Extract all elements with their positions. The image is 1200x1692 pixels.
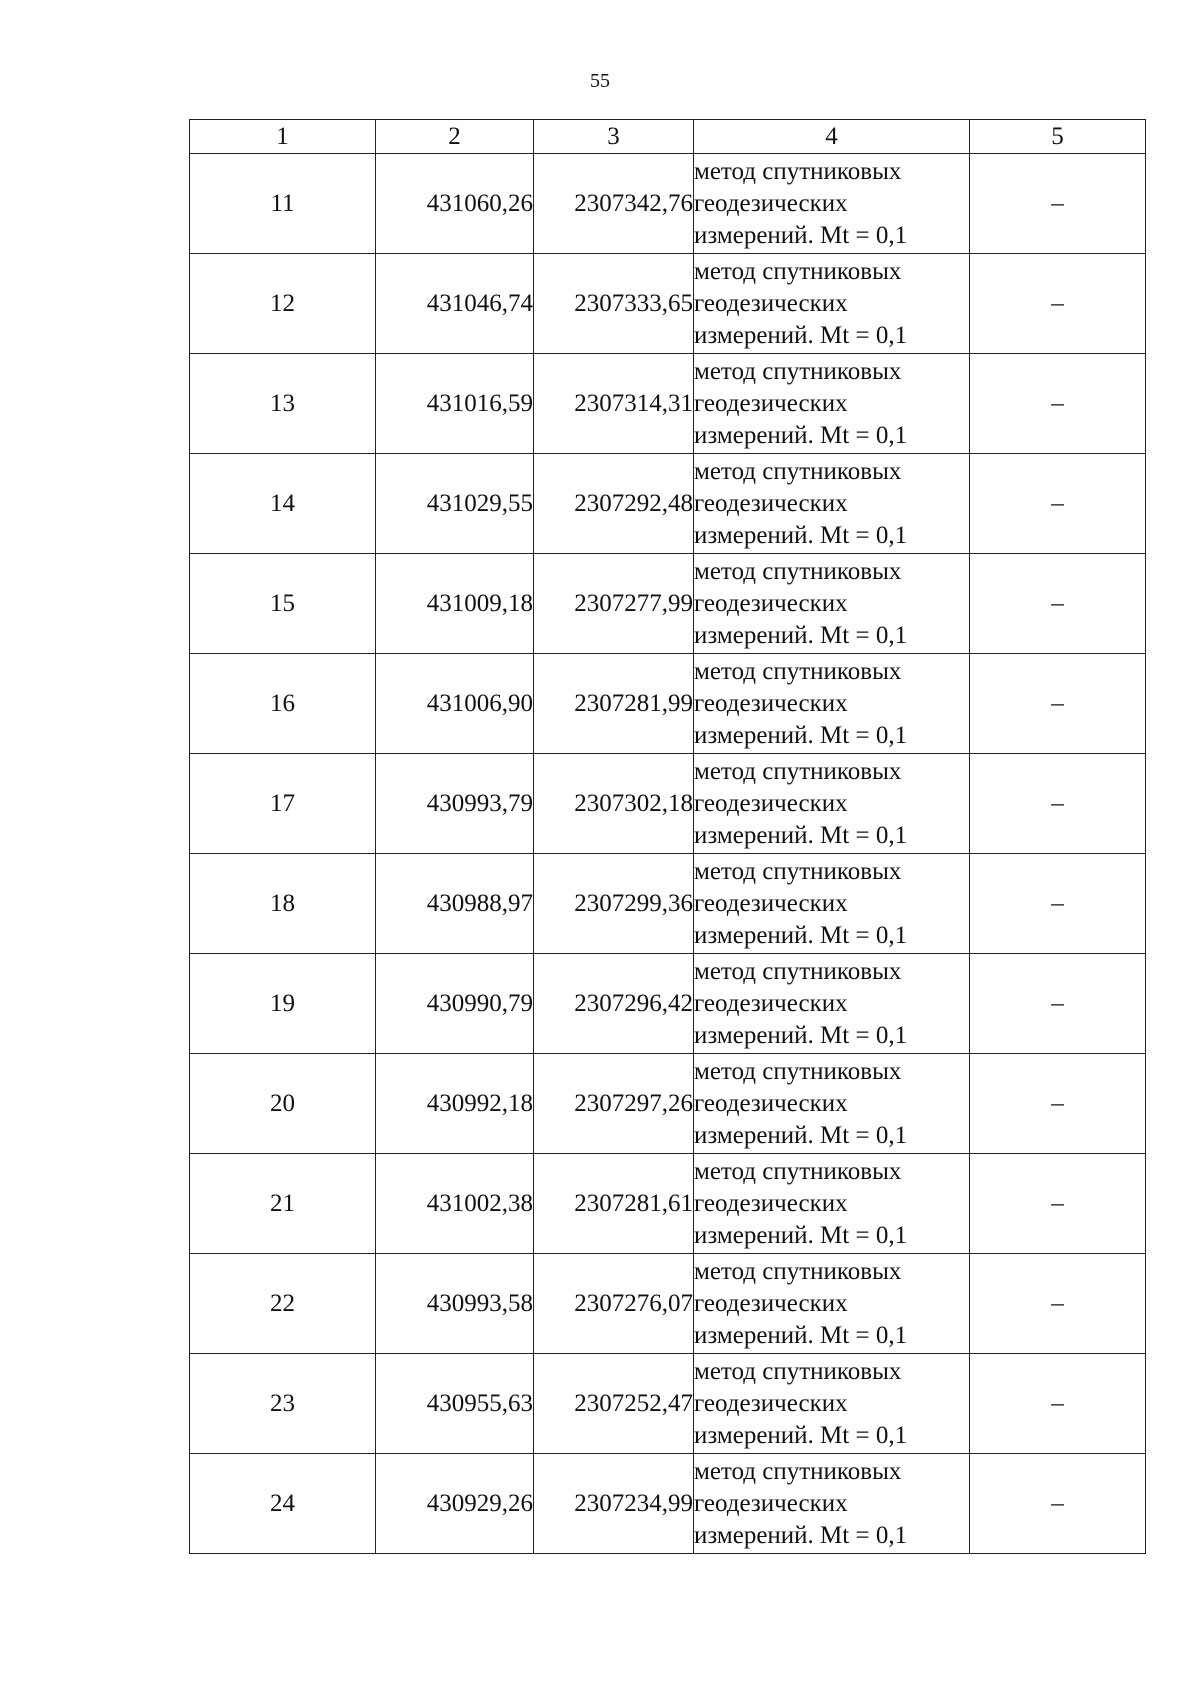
method-line-3: измерений. Mt = 0,1 xyxy=(694,421,908,449)
note-cell: – xyxy=(970,354,1146,454)
point-number-cell: 21 xyxy=(190,1154,376,1254)
y-coordinate-cell: 2307276,07 xyxy=(534,1254,694,1354)
note-cell: – xyxy=(970,754,1146,854)
header-col-5: 5 xyxy=(970,120,1146,154)
page-number: 55 xyxy=(590,70,610,92)
method-line-3: измерений. Mt = 0,1 xyxy=(694,721,908,749)
note-cell: – xyxy=(970,1054,1146,1154)
method-line-2: геодезических xyxy=(694,889,848,917)
y-coordinate-cell: 2307342,76 xyxy=(534,154,694,254)
point-number-cell: 15 xyxy=(190,554,376,654)
method-line-2: геодезических xyxy=(694,1489,848,1517)
table-row xyxy=(190,354,1146,454)
method-line-3: измерений. Mt = 0,1 xyxy=(694,1521,908,1549)
y-coordinate-cell: 2307292,48 xyxy=(534,454,694,554)
header-col-4: 4 xyxy=(694,120,970,154)
y-coordinate-cell: 2307281,99 xyxy=(534,654,694,754)
method-cell xyxy=(694,454,970,554)
table-row xyxy=(190,1154,1146,1254)
table-row xyxy=(190,954,1146,1054)
x-coordinate-cell: 430929,26 xyxy=(376,1454,534,1554)
method-cell xyxy=(694,1354,970,1454)
method-line-3: измерений. Mt = 0,1 xyxy=(694,1421,908,1449)
method-cell xyxy=(694,754,970,854)
point-number-cell: 12 xyxy=(190,254,376,354)
x-coordinate-cell: 431009,18 xyxy=(376,554,534,654)
point-number-cell: 14 xyxy=(190,454,376,554)
method-line-1: метод спутниковых xyxy=(694,657,902,685)
method-line-1: метод спутниковых xyxy=(694,257,902,285)
method-cell xyxy=(694,854,970,954)
table-row xyxy=(190,1254,1146,1354)
table-row xyxy=(190,654,1146,754)
table-row xyxy=(190,1354,1146,1454)
table-row xyxy=(190,854,1146,954)
note-cell: – xyxy=(970,1354,1146,1454)
method-line-1: метод спутниковых xyxy=(694,857,902,885)
x-coordinate-cell: 430993,79 xyxy=(376,754,534,854)
table-body xyxy=(190,154,1146,1554)
table-row xyxy=(190,154,1146,254)
x-coordinate-cell: 431060,26 xyxy=(376,154,534,254)
point-number-cell: 18 xyxy=(190,854,376,954)
note-cell: – xyxy=(970,154,1146,254)
method-line-1: метод спутниковых xyxy=(694,957,902,985)
y-coordinate-cell: 2307234,99 xyxy=(534,1454,694,1554)
method-line-2: геодезических xyxy=(694,189,848,217)
method-line-2: геодезических xyxy=(694,389,848,417)
method-line-3: измерений. Mt = 0,1 xyxy=(694,1021,908,1049)
method-line-2: геодезических xyxy=(694,489,848,517)
method-line-2: геодезических xyxy=(694,689,848,717)
x-coordinate-cell: 430992,18 xyxy=(376,1054,534,1154)
note-cell: – xyxy=(970,254,1146,354)
method-line-3: измерений. Mt = 0,1 xyxy=(694,1121,908,1149)
method-line-3: измерений. Mt = 0,1 xyxy=(694,821,908,849)
note-cell: – xyxy=(970,1254,1146,1354)
note-cell: – xyxy=(970,454,1146,554)
method-line-3: измерений. Mt = 0,1 xyxy=(694,1221,908,1249)
y-coordinate-cell: 2307252,47 xyxy=(534,1354,694,1454)
x-coordinate-cell: 431046,74 xyxy=(376,254,534,354)
method-cell xyxy=(694,654,970,754)
method-line-2: геодезических xyxy=(694,1189,848,1217)
note-cell: – xyxy=(970,654,1146,754)
method-line-1: метод спутниковых xyxy=(694,1357,902,1385)
method-line-3: измерений. Mt = 0,1 xyxy=(694,921,908,949)
x-coordinate-cell: 431002,38 xyxy=(376,1154,534,1254)
method-line-1: метод спутниковых xyxy=(694,757,902,785)
coordinates-table xyxy=(189,119,1146,1554)
method-line-1: метод спутниковых xyxy=(694,1457,902,1485)
method-line-2: геодезических xyxy=(694,589,848,617)
method-cell xyxy=(694,1054,970,1154)
point-number-cell: 16 xyxy=(190,654,376,754)
table-row xyxy=(190,554,1146,654)
x-coordinate-cell: 431016,59 xyxy=(376,354,534,454)
method-cell xyxy=(694,154,970,254)
table-row xyxy=(190,1454,1146,1554)
table-row xyxy=(190,1054,1146,1154)
point-number-cell: 19 xyxy=(190,954,376,1054)
table-row xyxy=(190,254,1146,354)
x-coordinate-cell: 431006,90 xyxy=(376,654,534,754)
method-cell xyxy=(694,1454,970,1554)
method-cell xyxy=(694,354,970,454)
method-line-2: геодезических xyxy=(694,1289,848,1317)
method-line-1: метод спутниковых xyxy=(694,557,902,585)
x-coordinate-cell: 430990,79 xyxy=(376,954,534,1054)
point-number-cell: 20 xyxy=(190,1054,376,1154)
method-line-1: метод спутниковых xyxy=(694,357,902,385)
note-cell: – xyxy=(970,954,1146,1054)
y-coordinate-cell: 2307314,31 xyxy=(534,354,694,454)
point-number-cell: 24 xyxy=(190,1454,376,1554)
header-col-2: 2 xyxy=(376,120,534,154)
method-line-2: геодезических xyxy=(694,289,848,317)
x-coordinate-cell: 430993,58 xyxy=(376,1254,534,1354)
y-coordinate-cell: 2307302,18 xyxy=(534,754,694,854)
table-row xyxy=(190,454,1146,554)
point-number-cell: 11 xyxy=(190,154,376,254)
method-line-1: метод спутниковых xyxy=(694,457,902,485)
method-line-3: измерений. Mt = 0,1 xyxy=(694,1321,908,1349)
x-coordinate-cell: 430988,97 xyxy=(376,854,534,954)
method-line-1: метод спутниковых xyxy=(694,1257,902,1285)
y-coordinate-cell: 2307299,36 xyxy=(534,854,694,954)
table-row xyxy=(190,754,1146,854)
y-coordinate-cell: 2307281,61 xyxy=(534,1154,694,1254)
point-number-cell: 17 xyxy=(190,754,376,854)
point-number-cell: 23 xyxy=(190,1354,376,1454)
method-cell xyxy=(694,1154,970,1254)
method-line-1: метод спутниковых xyxy=(694,157,902,185)
method-line-1: метод спутниковых xyxy=(694,1057,902,1085)
header-col-3: 3 xyxy=(534,120,694,154)
x-coordinate-cell: 430955,63 xyxy=(376,1354,534,1454)
point-number-cell: 13 xyxy=(190,354,376,454)
note-cell: – xyxy=(970,1454,1146,1554)
note-cell: – xyxy=(970,1154,1146,1254)
header-col-1: 1 xyxy=(190,120,376,154)
method-line-2: геодезических xyxy=(694,1389,848,1417)
header-row xyxy=(190,120,1146,154)
note-cell: – xyxy=(970,554,1146,654)
method-line-3: измерений. Mt = 0,1 xyxy=(694,221,908,249)
y-coordinate-cell: 2307297,26 xyxy=(534,1054,694,1154)
method-cell xyxy=(694,254,970,354)
point-number-cell: 22 xyxy=(190,1254,376,1354)
method-line-3: измерений. Mt = 0,1 xyxy=(694,321,908,349)
y-coordinate-cell: 2307277,99 xyxy=(534,554,694,654)
method-line-2: геодезических xyxy=(694,1089,848,1117)
method-line-3: измерений. Mt = 0,1 xyxy=(694,621,908,649)
x-coordinate-cell: 431029,55 xyxy=(376,454,534,554)
method-cell xyxy=(694,1254,970,1354)
method-line-2: геодезических xyxy=(694,989,848,1017)
y-coordinate-cell: 2307296,42 xyxy=(534,954,694,1054)
method-cell xyxy=(694,954,970,1054)
note-cell: – xyxy=(970,854,1146,954)
y-coordinate-cell: 2307333,65 xyxy=(534,254,694,354)
method-line-1: метод спутниковых xyxy=(694,1157,902,1185)
method-cell xyxy=(694,554,970,654)
method-line-2: геодезических xyxy=(694,789,848,817)
method-line-3: измерений. Mt = 0,1 xyxy=(694,521,908,549)
